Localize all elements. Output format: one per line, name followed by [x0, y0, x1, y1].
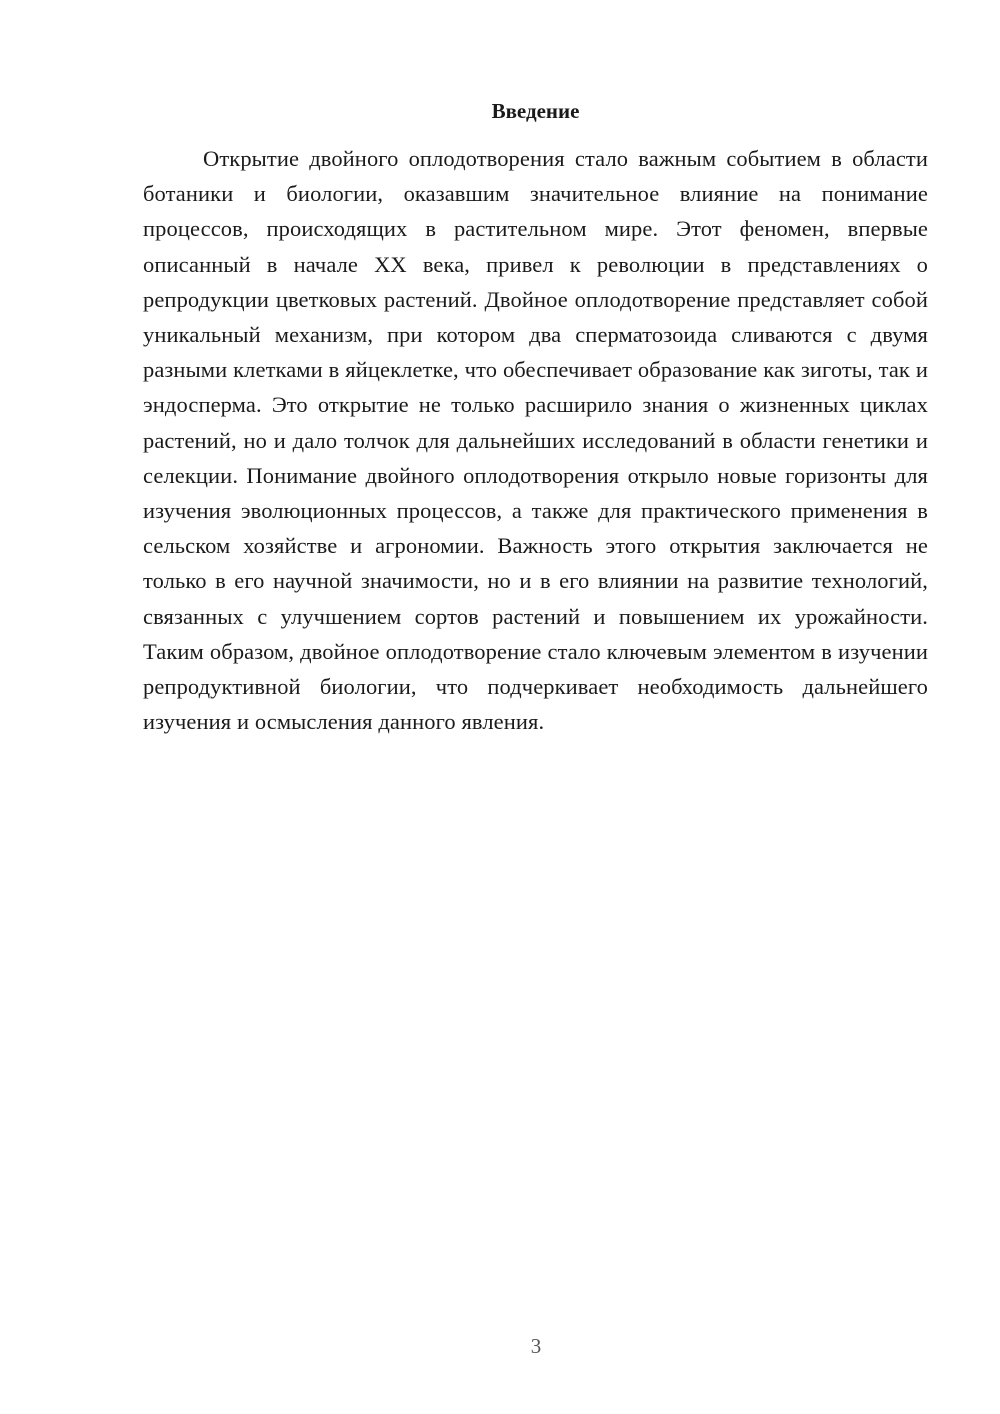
body-paragraph: Открытие двойного оплодотворения стало важным событием в области ботаники и биологии, оказавшим значительное влияние на понимание процессов, происходящих в растительном мире. Этот феномен, впервые описанный в начале XX века, привел к революции в представлениях о репродукции цветковых растений. Двойное оплодотворение представляет собой уникальный механизм, при котором два сперматозоида сливаются с двумя разными клетками в яйцеклетке, что обеспечивает образование как зиготы, так и эндосперма. Это открытие не только расширило знания о жизненных циклах растений, но и дало толчок для дальнейших исследований в области генетики и селекции. Понимание двойного оплодотворения открыло новые горизонты для изучения эволюционных процессов, а также для практического применения в сельском хозяйстве и агрономии. Важность этого открытия заключается не только в его научной значимости, но и в его влиянии на развитие технологий, связанных с улучшением сортов растений и повышением их урожайности. Таким образом, двойное оплодотворение стало ключевым элементом в изучении репродуктивной биологии, что подчеркивает необходимость дальнейшего изучения и осмысления данного явления.: [143, 146, 928, 735]
page-number: 3: [530, 1334, 542, 1358]
section-heading: Введение: [491, 99, 580, 123]
